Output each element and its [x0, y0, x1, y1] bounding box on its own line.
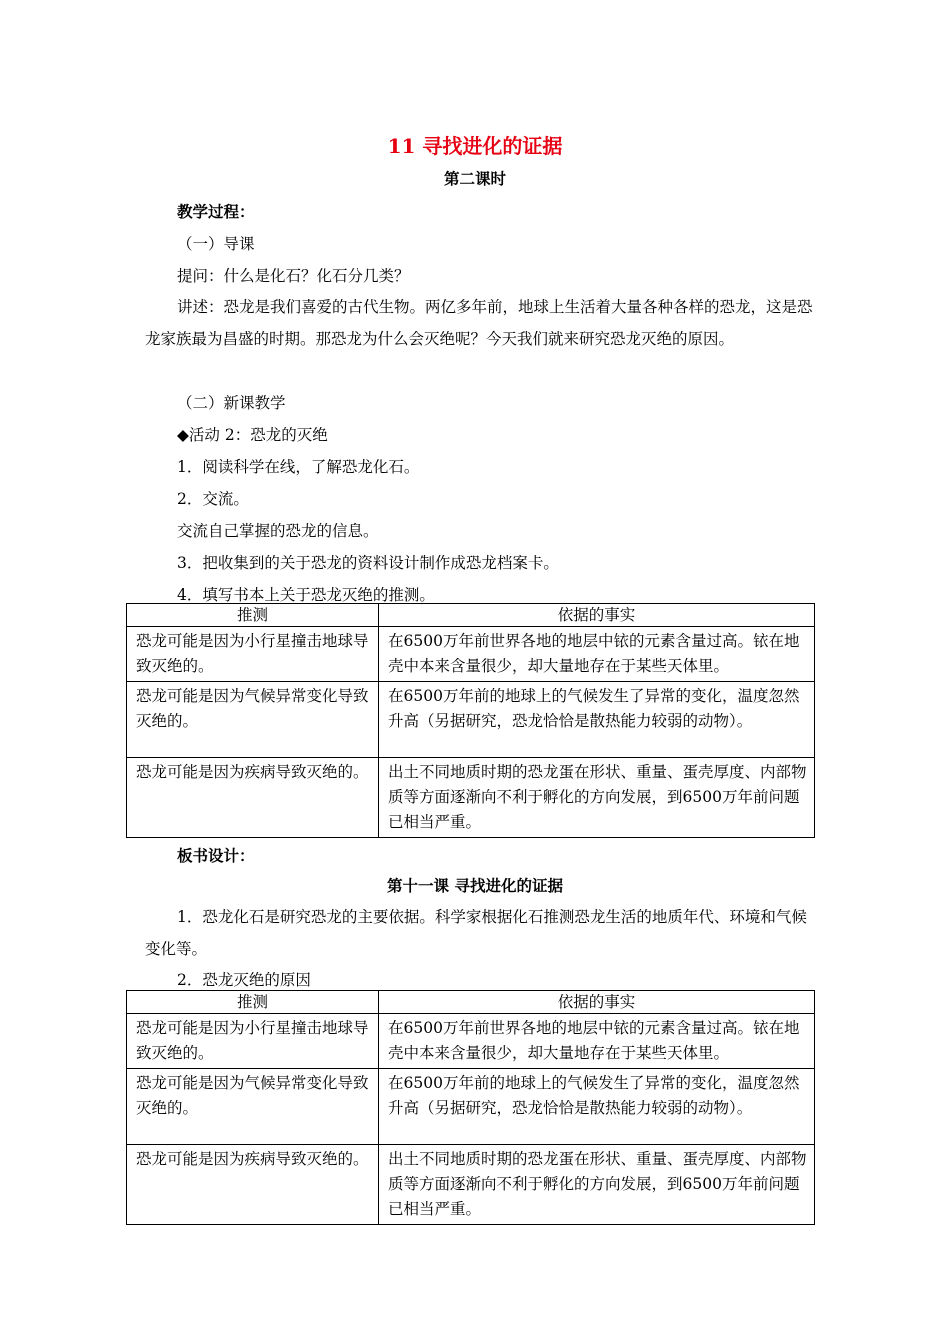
table-header-row [127, 991, 815, 1014]
lesson-subtitle: 第二课时 [443, 169, 506, 188]
table-cell: 恐龙可能是因为疾病导致灭绝的。 [127, 1145, 379, 1225]
process-heading: 教学过程： [177, 202, 255, 221]
step-item: 交流自己掌握的恐龙的信息。 [177, 522, 379, 540]
table-header-row [127, 604, 815, 627]
question-text: 提问：什么是化石？化石分几类？ [177, 267, 410, 285]
table-cell: 出土不同地质时期的恐龙蛋在形状、重量、蛋壳厚度、内部物质等方面逐渐向不利于孵化的方向发展，到6500万年前问题已相当严重。 [379, 758, 815, 838]
board-point-1: 1．恐龙化石是研究恐龙的主要依据。科学家根据化石推测恐龙生活的地质年代、环境和气候变化等。 [145, 908, 807, 958]
table-cell: 恐龙可能是因为疾病导致灭绝的。 [127, 758, 379, 838]
step-item: 2．交流。 [177, 490, 249, 508]
section-intro-heading: （一）导课 [177, 235, 255, 253]
table-row [127, 682, 815, 758]
table-cell: 在6500万年前世界各地的地层中铱的元素含量过高。铱在地壳中本来含量很少，却大量地存在于某些天体里。 [379, 1014, 815, 1069]
table-cell: 恐龙可能是因为气候异常变化导致灭绝的。 [127, 682, 379, 758]
step-item: 4．填写书本上关于恐龙灭绝的推测。 [177, 586, 435, 604]
section-new-lesson-heading: （二）新课教学 [177, 394, 286, 412]
step-item: 1．阅读科学在线，了解恐龙化石。 [177, 458, 420, 476]
table-row [127, 1069, 815, 1145]
page-title: 11 寻找进化的证据 [387, 134, 563, 158]
board-point-2: 2．恐龙灭绝的原因 [177, 971, 311, 989]
table-row [127, 627, 815, 682]
table-cell: 出土不同地质时期的恐龙蛋在形状、重量、蛋壳厚度、内部物质等方面逐渐向不利于孵化的方向发展，到6500万年前问题已相当严重。 [379, 1145, 815, 1225]
extinction-table [126, 603, 815, 838]
table-cell: 恐龙可能是因为小行星撞击地球导致灭绝的。 [127, 627, 379, 682]
activity-heading: ◆活动 2：恐龙的灭绝 [177, 426, 328, 444]
table-cell: 在6500万年前的地球上的气候发生了异常的变化，温度忽然升高（另据研究，恐龙恰恰是散热能力较弱的动物）。 [379, 1069, 815, 1145]
table-cell: 在6500万年前的地球上的气候发生了异常的变化，温度忽然升高（另据研究，恐龙恰恰是散热能力较弱的动物）。 [379, 682, 815, 758]
board-heading: 板书设计： [177, 846, 255, 865]
table-header-cell: 依据的事实 [379, 604, 815, 627]
table-header-cell: 依据的事实 [379, 991, 815, 1014]
table-cell: 恐龙可能是因为小行星撞击地球导致灭绝的。 [127, 1014, 379, 1069]
table-row [127, 1145, 815, 1225]
table-row [127, 758, 815, 838]
table-header-cell: 推测 [127, 991, 379, 1014]
narration-paragraph: 讲述：恐龙是我们喜爱的古代生物。两亿多年前，地球上生活着大量各种各样的恐龙，这是恐龙家族最为昌盛的时期。那恐龙为什么会灭绝呢？今天我们就来研究恐龙灭绝的原因。 [145, 298, 813, 348]
board-title: 第十一课 寻找进化的证据 [387, 876, 563, 895]
table-cell: 在6500万年前世界各地的地层中铱的元素含量过高。铱在地壳中本来含量很少，却大量地存在于某些天体里。 [379, 627, 815, 682]
table-row [127, 1014, 815, 1069]
board-extinction-table [126, 990, 815, 1225]
table-header-cell: 推测 [127, 604, 379, 627]
table-cell: 恐龙可能是因为气候异常变化导致灭绝的。 [127, 1069, 379, 1145]
step-item: 3．把收集到的关于恐龙的资料设计制作成恐龙档案卡。 [177, 554, 559, 572]
